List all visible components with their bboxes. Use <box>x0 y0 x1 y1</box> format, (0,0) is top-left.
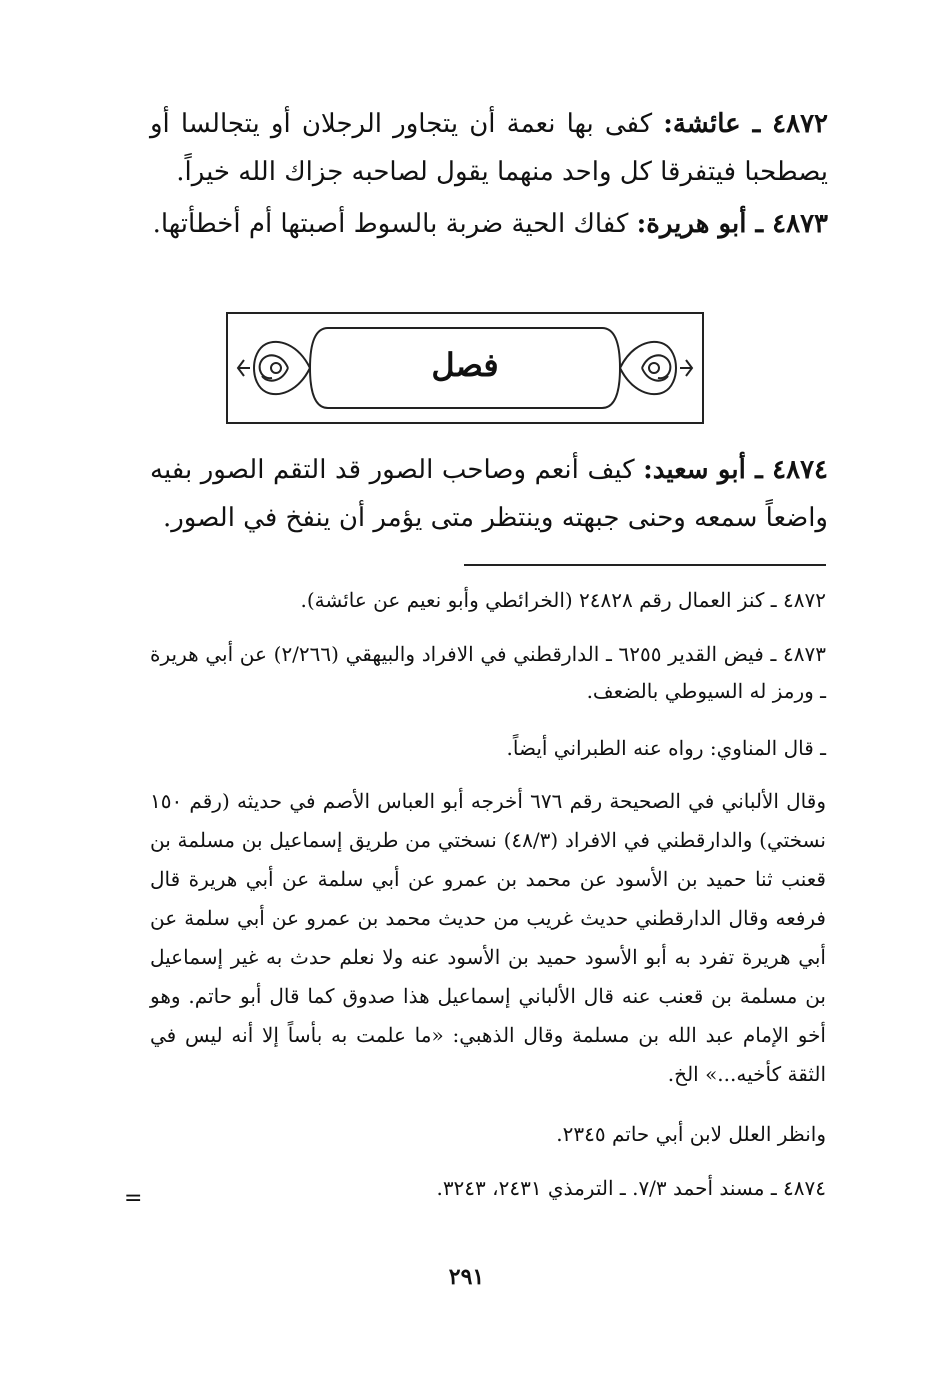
entry-text: كيف أنعم وصاحب الصور قد التقم الصور بفيه واضعاً سمعه وحنى جبهته وينتظر متى يؤمر أن ينفخ في الصور. <box>150 455 828 533</box>
hadith-entry-4874 <box>150 446 828 542</box>
footnote-albani: وقال الألباني في الصحيحة رقم ٦٧٦ أخرجه أبو العباس الأصم في حديثه (رقم ١٥٠ نسختي) والدارقطني في الافراد (٤٨/٣) نسختي من طريق إسماعيل بن مسلمة بن قعنب ثنا حميد بن الأسود عن محمد بن عمرو عن أبي سلمة عن أبي هريرة قال فرفعه وقال الدارقطني حديث غريب من حديث محمد بن عمرو عن أبي سلمة عن أبي هريرة تفرد به أبو الأسود حميد بن الأسود عنه ولا نعلم حدث به غير إسماعيل بن مسلمة بن قعنب عنه قال الألباني إسماعيل هذا صدوق كما قال أبو حاتم. وهو أخو الإمام عبد الله بن مسلمة وقال الذهبي: «ما علمت به بأساً إلا أنه ليس في الثقة كأخيه...» الخ. <box>150 789 827 1086</box>
margin-mark: = <box>124 1186 143 1211</box>
entry-text: كفاك الحية ضربة بالسوط أصبتها أم أخطأتها. <box>152 209 637 239</box>
page-number: ٢٩١ <box>448 1264 485 1290</box>
footnote-4873: ٤٨٧٣ ـ فيض القدير ٦٢٥٥ ـ الدارقطني في الافراد والبيهقي (٢/٢٦٦) عن أبي هريرة ـ ورمز له السيوطي بالضعف. <box>150 642 826 703</box>
footnote-4872: ٤٨٧٢ ـ كنز العمال رقم ٢٤٨٢٨ (الخرائطي وأبو نعيم عن عائشة). <box>300 588 826 612</box>
entry-heading: ٤٨٧٤ ـ أبو سعيد: <box>643 455 828 485</box>
hadith-entry-4872 <box>150 100 828 196</box>
footnote-ilal: وانظر العلل لابن أبي حاتم ٢٣٤٥. <box>556 1122 826 1146</box>
hadith-entry-4873 <box>150 200 828 248</box>
footnote-manawi: ـ قال المناوي: رواه عنه الطبراني أيضاً. <box>506 736 826 760</box>
entry-text: كفى بها نعمة أن يتجاور الرجلان أو يتجالسا أو يصطحبا فيتفرقا كل واحد منهما يقول لصاحبه جزاك الله خيراً. <box>150 109 828 187</box>
entry-heading: ٤٨٧٣ ـ أبو هريرة: <box>636 209 828 239</box>
entry-heading: ٤٨٧٢ ـ عائشة: <box>663 109 829 139</box>
footnote-divider <box>464 564 826 566</box>
footnote-4874: ٤٨٧٤ ـ مسند أحمد ٧/٣. ـ الترمذي ٢٤٣١، ٣٢٤٣. <box>436 1176 826 1200</box>
section-title: فصل <box>431 346 499 384</box>
section-ornament-frame <box>226 312 704 424</box>
